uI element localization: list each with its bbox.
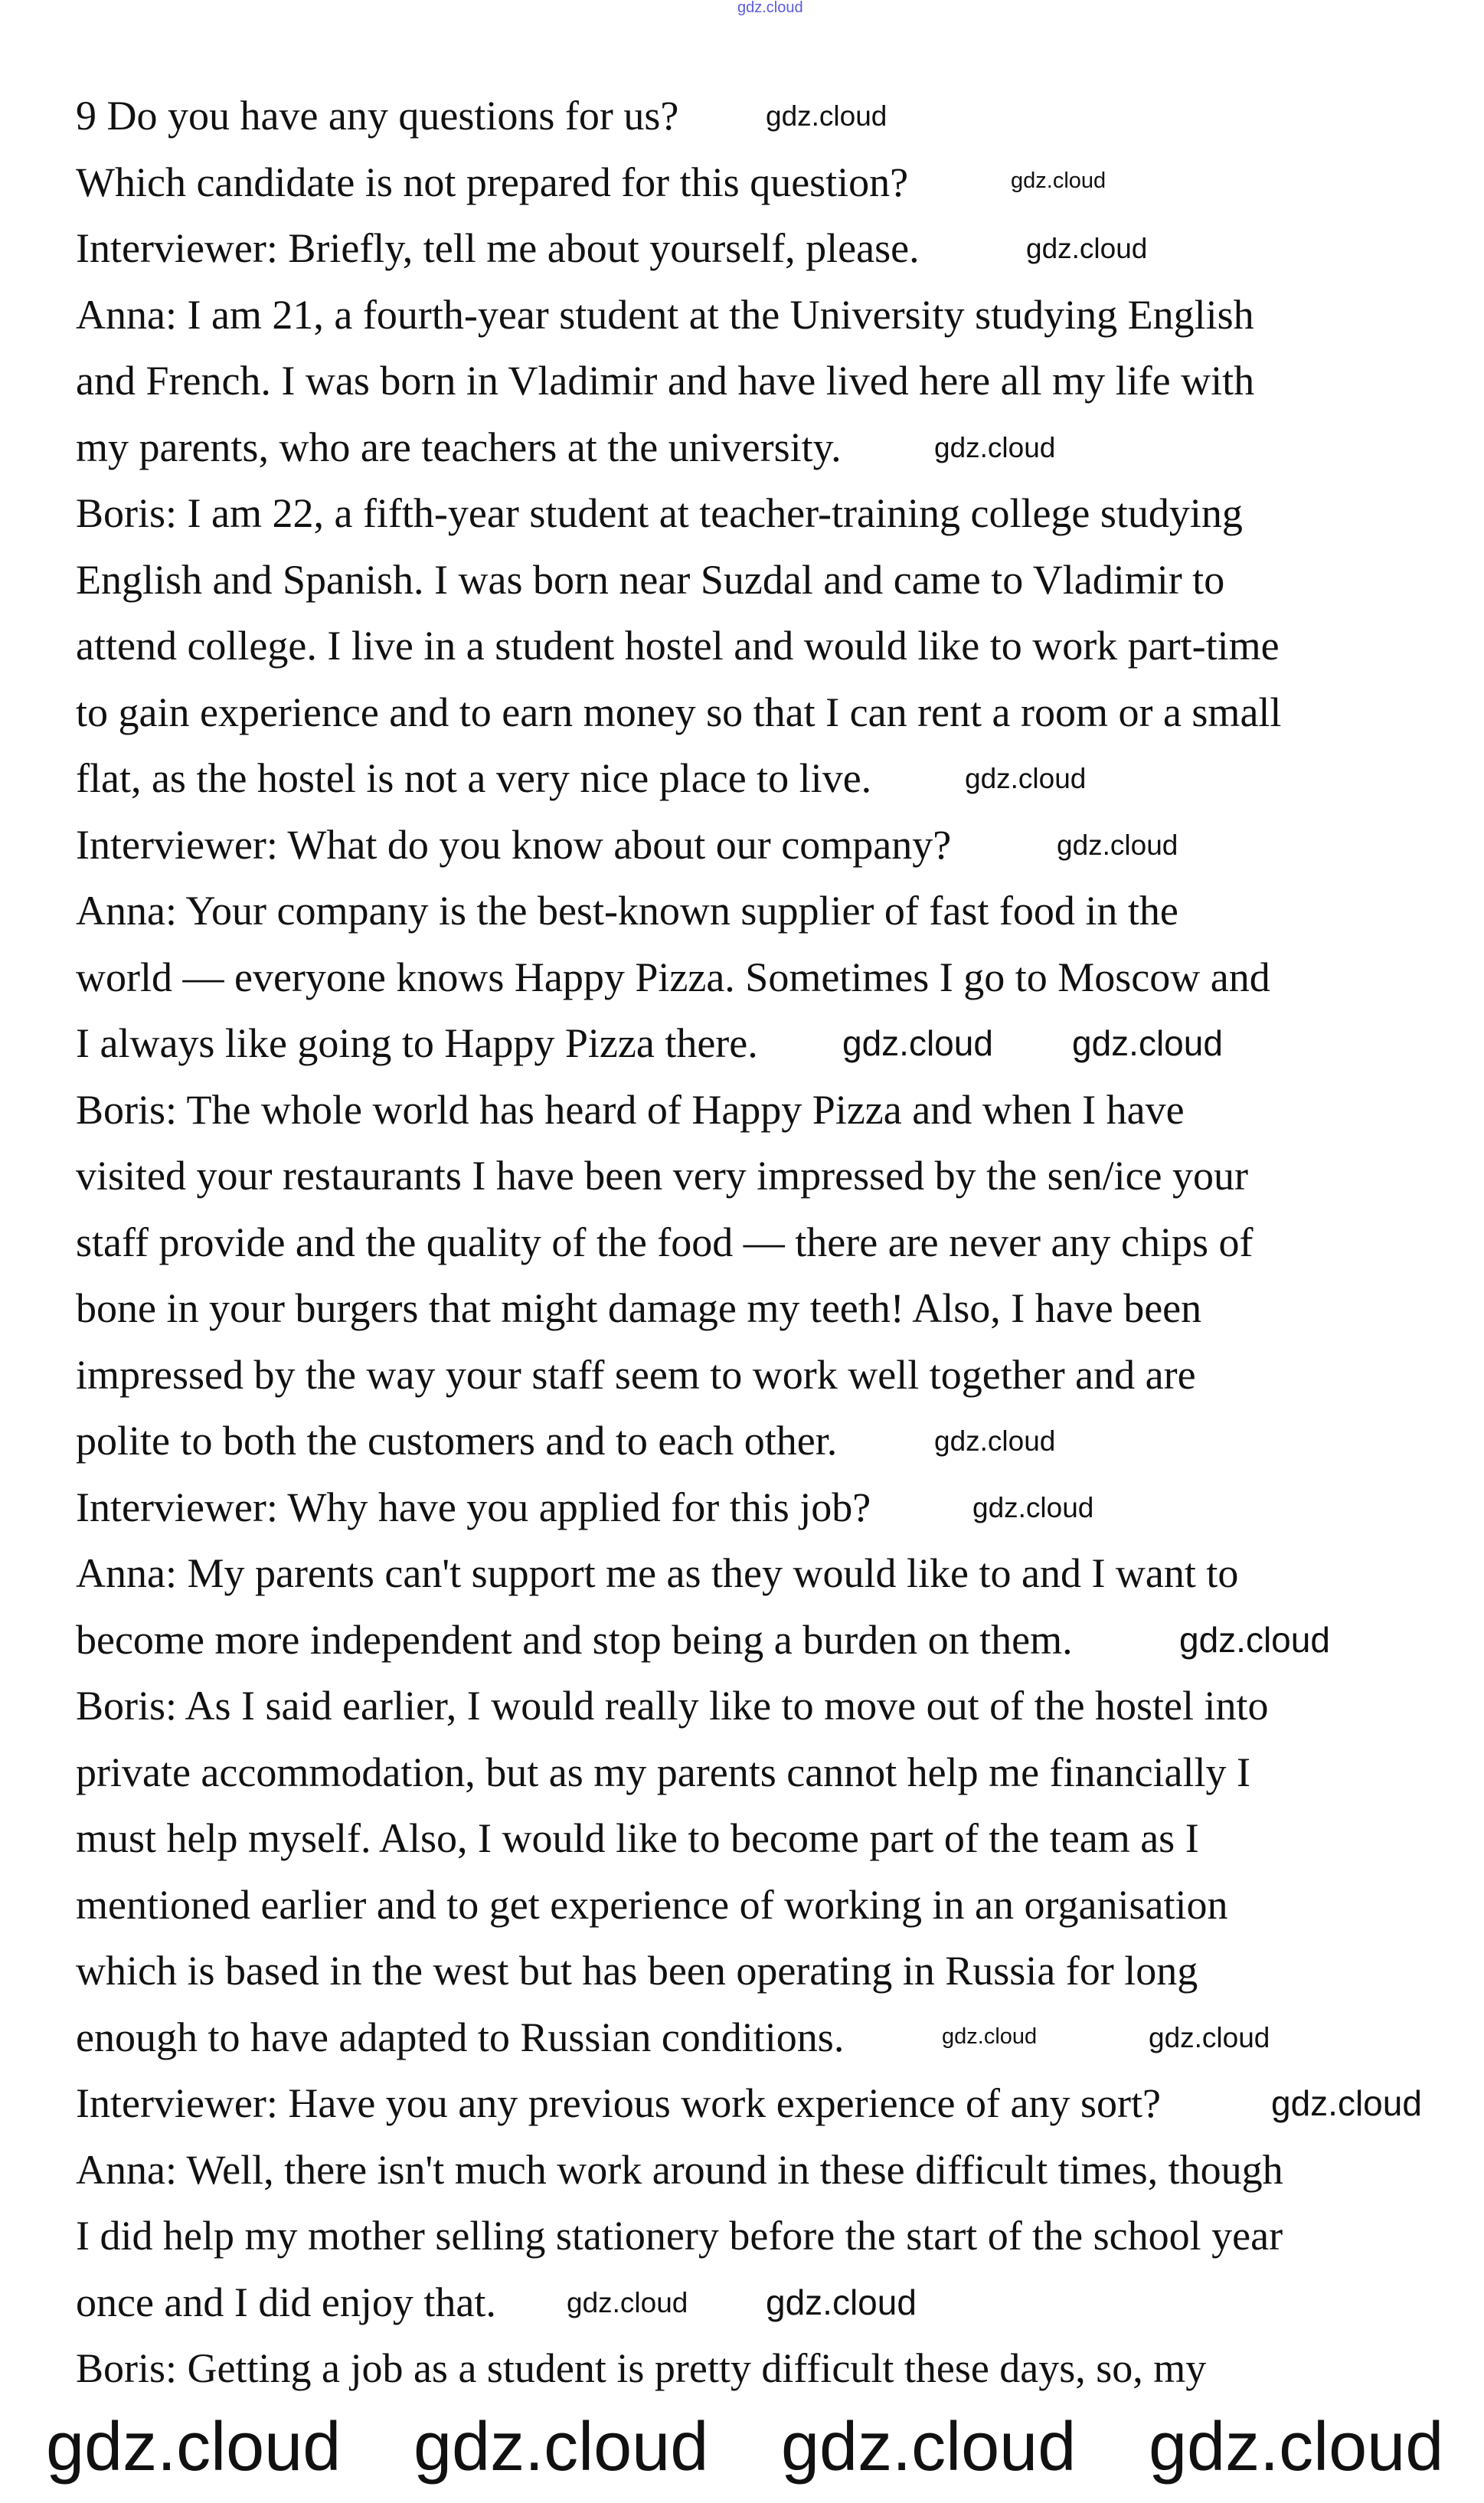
text-line: my parents, who are teachers at the university. — [76, 424, 842, 470]
text-line: Interviewer: What do you know about our company? — [76, 821, 952, 868]
watermark: gdz.cloud — [46, 2409, 342, 2485]
watermark: gdz.cloud — [1149, 2409, 1444, 2485]
text-line: attend college. I live in a student hostel and would like to work part-time — [76, 623, 1280, 669]
text-line: mentioned earlier and to get experience of working in an organisation — [76, 1881, 1228, 1928]
watermark: gdz.cloud — [781, 2409, 1077, 2485]
text-line: 9 Do you have any questions for us? — [76, 93, 679, 139]
watermark: gdz.cloud — [842, 1023, 993, 1063]
text-line: impressed by the way your staff seem to work well together and are — [76, 1351, 1196, 1398]
text-line: Interviewer: Have you any previous work experience of any sort? — [76, 2080, 1161, 2126]
watermark: gdz.cloud — [766, 2282, 917, 2322]
text-line: Anna: I am 21, a fourth-year student at the University studying English — [76, 291, 1254, 338]
watermark: gdz.cloud — [1149, 2022, 1270, 2053]
watermark: gdz.cloud — [1011, 169, 1106, 193]
text-line: English and Spanish. I was born near Suzdal and came to Vladimir to — [76, 556, 1225, 603]
header-watermark: gdz.cloud — [737, 0, 803, 16]
text-line: Boris: I am 22, a fifth-year student at teacher-training college studying — [76, 490, 1243, 536]
text-line: Boris: As I said earlier, I would really like to move out of the hostel into — [76, 1683, 1269, 1729]
text-line: Interviewer: Briefly, tell me about yourself, please. — [76, 225, 920, 271]
watermark: gdz.cloud — [1179, 1620, 1330, 1660]
text-line: and French. I was born in Vladimir and have lived here all my life with — [76, 358, 1255, 404]
text-line: bone in your burgers that might damage my teeth! Also, I have been — [76, 1285, 1202, 1331]
watermark: gdz.cloud — [1271, 2083, 1422, 2123]
watermark: gdz.cloud — [965, 763, 1087, 794]
text-line: visited your restaurants I have been very impressed by the sen/ice your — [76, 1153, 1249, 1199]
watermark: gdz.cloud — [1072, 1023, 1223, 1063]
watermark: gdz.cloud — [1026, 233, 1148, 264]
text-line: Boris: Getting a job as a student is pretty difficult these days, so, my — [76, 2345, 1207, 2391]
text-line: Which candidate is not prepared for this question? — [76, 159, 909, 205]
text-line: Anna: Your company is the best-known supplier of fast food in the — [76, 888, 1178, 934]
text-line: enough to have adapted to Russian conditions. — [76, 2014, 845, 2060]
text-line: I always like going to Happy Pizza there. — [76, 1020, 758, 1066]
watermark: gdz.cloud — [942, 2024, 1038, 2049]
watermark: gdz.cloud — [934, 432, 1056, 463]
text-line: become more independent and stop being a burden on them. — [76, 1616, 1073, 1663]
text-line: Interviewer: Why have you applied for this job? — [76, 1484, 871, 1530]
text-line: Boris: The whole world has heard of Happy Pizza and when I have — [76, 1086, 1185, 1133]
watermark: gdz.cloud — [934, 1425, 1056, 1457]
text-line: Anna: Well, there isn't much work around in these difficult times, though — [76, 2146, 1283, 2193]
text-line: which is based in the west but has been operating in Russia for long — [76, 1948, 1198, 1994]
text-line: flat, as the hostel is not a very nice place to live. — [76, 755, 872, 801]
text-line: polite to both the customers and to each other. — [76, 1418, 838, 1464]
watermark: gdz.cloud — [766, 100, 887, 132]
document-body — [76, 83, 1283, 2402]
text-line: once and I did enjoy that. — [76, 2279, 496, 2325]
text-line: world — everyone knows Happy Pizza. Sometimes I go to Moscow and — [76, 954, 1270, 1000]
text-line: to gain experience and to earn money so that I can rent a room or a small — [76, 689, 1282, 735]
watermark: gdz.cloud — [972, 1492, 1094, 1523]
text-line: staff provide and the quality of the food — there are never any chips of — [76, 1219, 1254, 1265]
watermark: gdz.cloud — [413, 2409, 709, 2485]
watermark: gdz.cloud — [567, 2287, 688, 2318]
text-line: I did help my mother selling stationery before the start of the school year — [76, 2213, 1283, 2259]
text-line: private accommodation, but as my parents cannot help me financially I — [76, 1749, 1250, 1795]
watermark: gdz.cloud — [1057, 829, 1178, 861]
text-line: must help myself. Also, I would like to become part of the team as I — [76, 1815, 1199, 1861]
text-line: Anna: My parents can't support me as they would like to and I want to — [76, 1550, 1239, 1596]
